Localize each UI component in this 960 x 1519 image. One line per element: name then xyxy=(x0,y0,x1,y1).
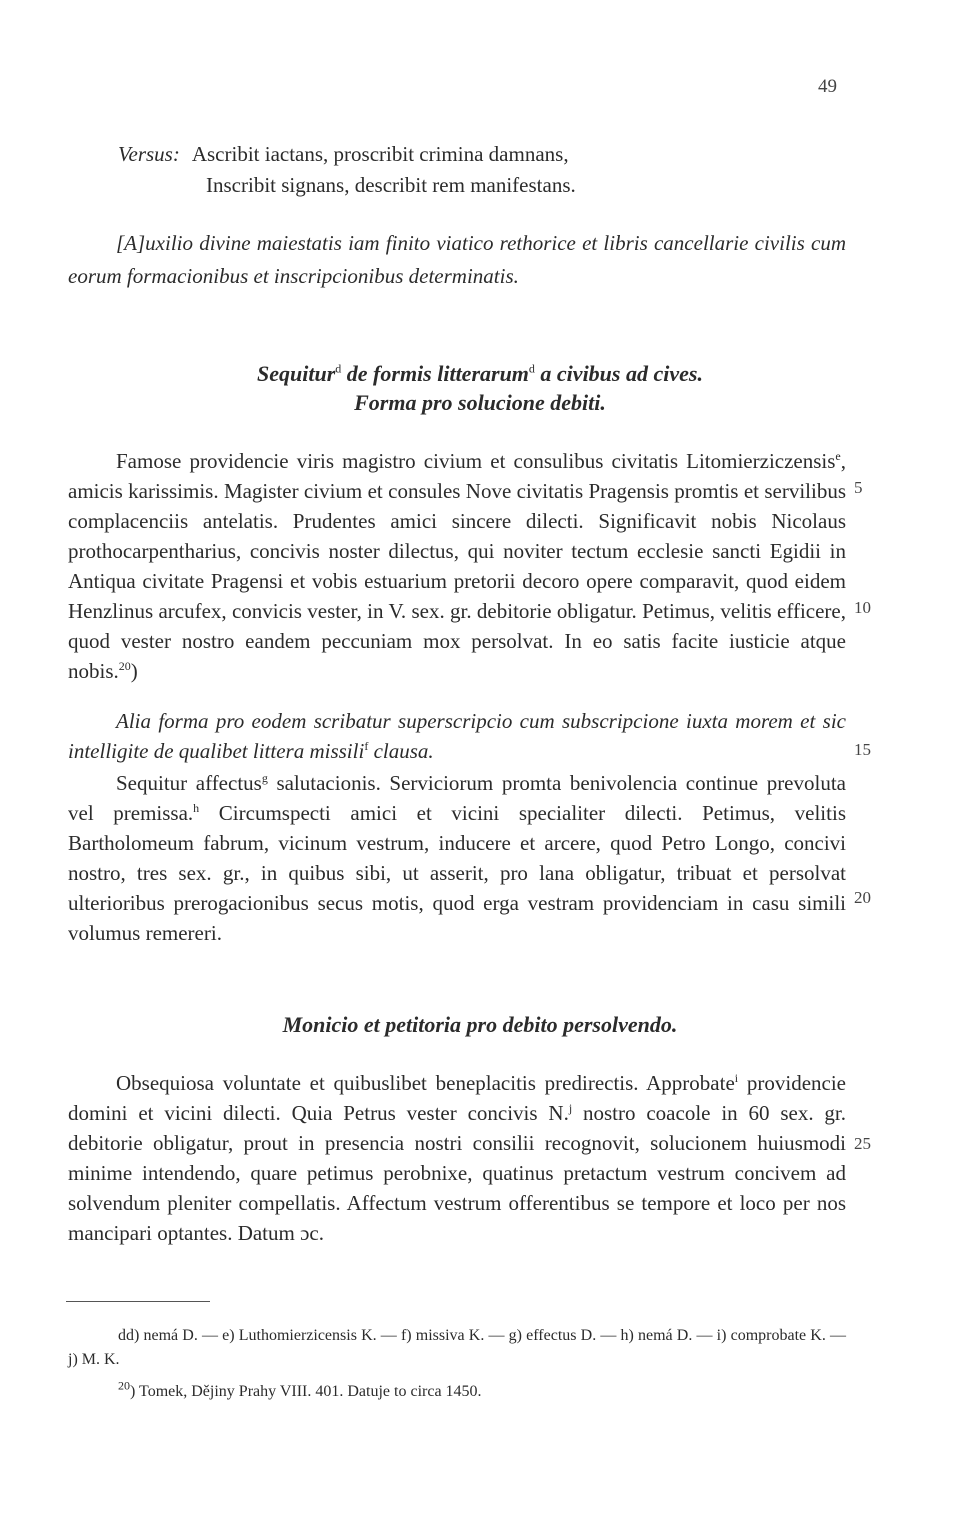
verse-block xyxy=(118,139,576,201)
section-heading: Sequitur$^d$ de formis litterarum$^d$ a civibus ad cives. xyxy=(257,361,703,386)
line-number: 25 xyxy=(854,1134,871,1153)
verse-line-2: Inscribit signans, describit rem manifestans. xyxy=(206,173,576,197)
form-heading: Forma pro solucione debiti. xyxy=(354,390,606,415)
paragraph-4: Obsequiosa voluntate et quibuslibet beneplacitis predirectis. Approbate$^i$ providencie domini et vicini dilecti. Quia Petrus vester concivis N.$^j$ nostro coacole in 60 sex. gr. debitorie obligatur, prout in presencia nostri consilii recognovit, solucionem huiusmodi minime intendendo, quare petimus perobnixe, quatinus pretactum vestrum concivem ad solvendum pleniter compellatis. Affectum vestrum offerentibus se tempore et loco per nos mancipari optantes. Datum ɔc. xyxy=(68,1071,847,1245)
footnote-20: $^{20}$) Tomek, Dějiny Prahy VIII. 401. Datuje to circa 1450. xyxy=(118,1378,482,1400)
verse-label: Versus: xyxy=(118,142,180,166)
paragraph-2: Alia forma pro eodem scribatur superscripcio cum subscripcione iuxta morem et sic intelligite de qualibet littera missili$^f$ clausa. xyxy=(68,709,846,763)
footnotes-critical: dd) nemá D. — e) Luthomierzicensis K. — f) missiva K. — g) effectus D. — h) nemá D. — i) comprobate K. — j) M. K. xyxy=(68,1327,846,1368)
page-number: 49 xyxy=(818,76,837,97)
intro-paragraph: [A]uxilio divine maiestatis iam finito viatico rethorice et libris cancellarie civilis cum eorum formacionibus et inscripcionibus determinatis. xyxy=(68,231,846,288)
footnote-divider xyxy=(66,1301,210,1302)
paragraph-1: Famose providencie viris magistro civium et consulibus civitatis Litomierziczensis$^e$, amicis karissimis. Magister civium et consules Nove civitatis Pragensis promtis et servilibus complacenciis antelatis. Prudentes amici sincere dilecti. Significavit nobis Nicolaus prothocarpentharius, concivis noster dilectus, qui noviter tectum ecclesie sancti Egidii in Antiqua civitate Pragensi et vobis estuarium pretorii decoro opere comparavit, quod eidem Henzlinus arcufex, convicis vester, in V. sex. gr. debitorie obligatur. Petimus, velitis efficere, quod vester nostro eandem peccuniam mox persolvat. In eo satis facite iusticie atque nobis.$^{20}$) xyxy=(68,449,846,683)
verse-line-1: Versus: Ascribit iactans, proscribit crimina damnans, xyxy=(118,142,569,166)
line-number: 5 xyxy=(854,478,863,497)
line-number: 15 xyxy=(854,740,871,759)
paragraph-3: Sequitur affectus$^g$ salutacionis. Serviciorum promta benivolencia continue prevoluta vel premissa.$^h$ Circumspecti amici et vicini specialiter dilecti. Petimus, velitis Bartholomeum fabrum, vicinum vestrum, inducere et arcere, quod Petro Longo, concivi nostro, tres sex. gr., in quibus sibi, ut asserit, pro lana obligatur, tribuat et persolvat ulterioribus prerogacionibus secus motis, quod erga vestram providenciam in casu simili volumus remereri. xyxy=(68,771,846,945)
line-number: 20 xyxy=(854,888,871,907)
monicio-heading: Monicio et petitoria pro debito persolvendo. xyxy=(282,1012,678,1037)
line-number: 10 xyxy=(854,598,871,617)
